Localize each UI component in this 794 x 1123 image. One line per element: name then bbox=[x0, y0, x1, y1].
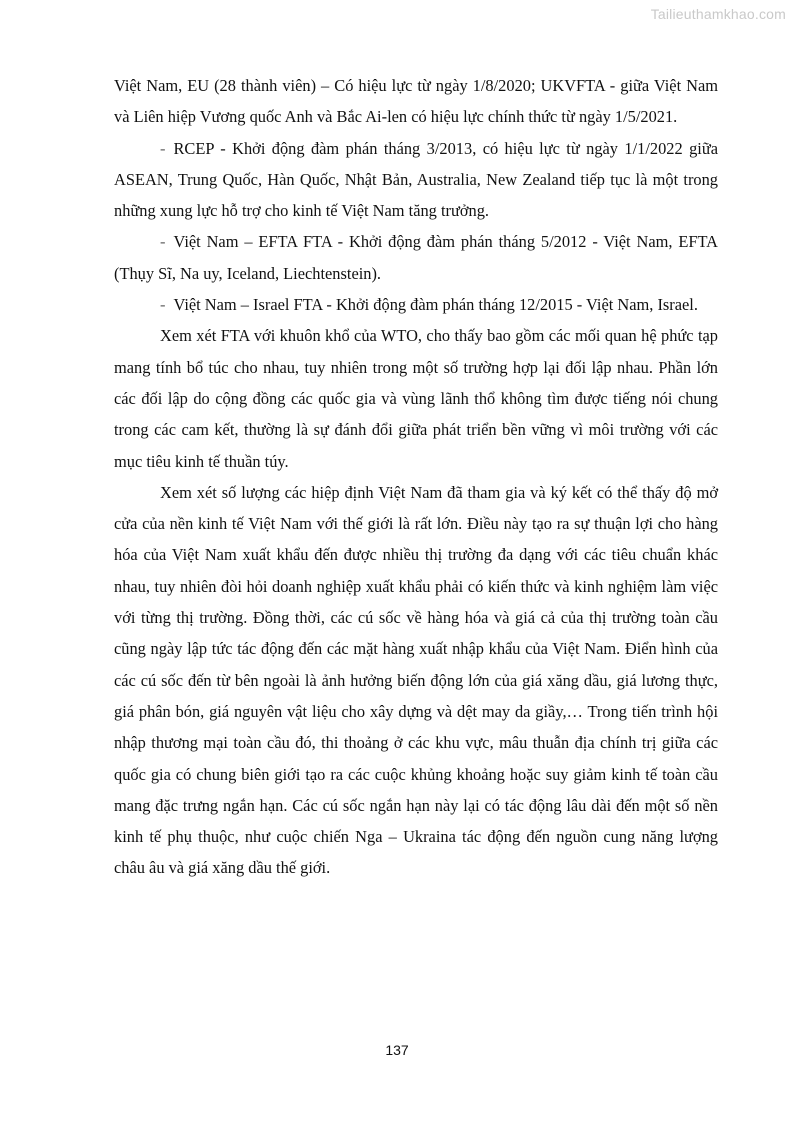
page-body bbox=[114, 70, 718, 884]
dash-bullet: - bbox=[160, 138, 166, 158]
list-item-text: RCEP - Khởi động đàm phán tháng 3/2013, có hiệu lực từ ngày 1/1/2022 giữa ASEAN, Trung Quốc, Hàn Quốc, Nhật Bản, Australia, New Zealand tiếp tục là một trong những xung lực hỗ trợ cho kinh tế Việt Nam tăng trưởng. bbox=[114, 138, 718, 221]
page-number: 137 bbox=[385, 1042, 409, 1058]
paragraph-fta-wto: Xem xét FTA với khuôn khổ của WTO, cho thấy bao gồm các mối quan hệ phức tạp mang tính bổ túc cho nhau, tuy nhiên trong một số trường hợp lại đối lập nhau. Phần lớn các đối lập do cộng đồng các quốc gia và vùng lãnh thổ không tìm được tiếng nói chung trong các cam kết, thường là sự đánh đổi giữa phát triển bền vững vì môi trường với các mục tiêu kinh tế thuần túy. bbox=[114, 326, 718, 471]
list-item-rcep bbox=[114, 133, 718, 227]
dash-bullet: - bbox=[160, 295, 166, 315]
paragraph-continuation: Việt Nam, EU (28 thành viên) – Có hiệu lực từ ngày 1/8/2020; UKVFTA - giữa Việt Nam và Liên hiệp Vương quốc Anh và Bắc Ai-len có hiệu lực chính thức từ ngày 1/5/2021. bbox=[114, 76, 718, 127]
list-item-efta bbox=[114, 226, 718, 289]
dash-bullet: - bbox=[160, 232, 166, 252]
list-item-text: Việt Nam – EFTA FTA - Khởi động đàm phán tháng 5/2012 - Việt Nam, EFTA (Thụy Sĩ, Na uy, Iceland, Liechtenstein). bbox=[114, 232, 718, 283]
list-item-text: Việt Nam – Israel FTA - Khởi động đàm phán tháng 12/2015 - Việt Nam, Israel. bbox=[173, 295, 698, 315]
list-item-israel bbox=[114, 289, 718, 320]
paragraph-openness: Xem xét số lượng các hiệp định Việt Nam đã tham gia và ký kết có thể thấy độ mở cửa của nền kinh tế Việt Nam với thế giới là rất lớn. Điều này tạo ra sự thuận lợi cho hàng hóa của Việt Nam xuất khẩu đến được nhiều thị trường đa dạng với các tiêu chuẩn khác nhau, tuy nhiên đòi hỏi doanh nghiệp xuất khẩu phải có kiến thức và kinh nghiệm làm việc với từng thị trường. Đồng thời, các cú sốc về hàng hóa và giá cả của thị trường toàn cầu cũng ngày lập tức tác động đến các mặt hàng xuất nhập khẩu của Việt Nam. Điển hình của các cú sốc đến từ bên ngoài là ảnh hưởng biến động lớn của giá xăng dầu, giá lương thực, giá phân bón, giá nguyên vật liệu cho xây dựng và dệt may da giầy,… Trong tiến trình hội nhập thương mại toàn cầu đó, thi thoảng ở các khu vực, mâu thuẫn địa chính trị giữa các quốc gia có chung biên giới tạo ra các cuộc khủng khoảng hoặc suy giảm kinh tế toàn cầu mang đặc trưng ngắn hạn. Các cú sốc ngắn hạn này lại có tác động lâu dài đến một số nền kinh tế phụ thuộc, như cuộc chiến Nga – Ukraina tác động đến nguồn cung năng lượng châu âu và giá xăng dầu thế giới. bbox=[114, 482, 718, 878]
site-watermark: Tailieuthamkhao.com bbox=[650, 6, 786, 22]
